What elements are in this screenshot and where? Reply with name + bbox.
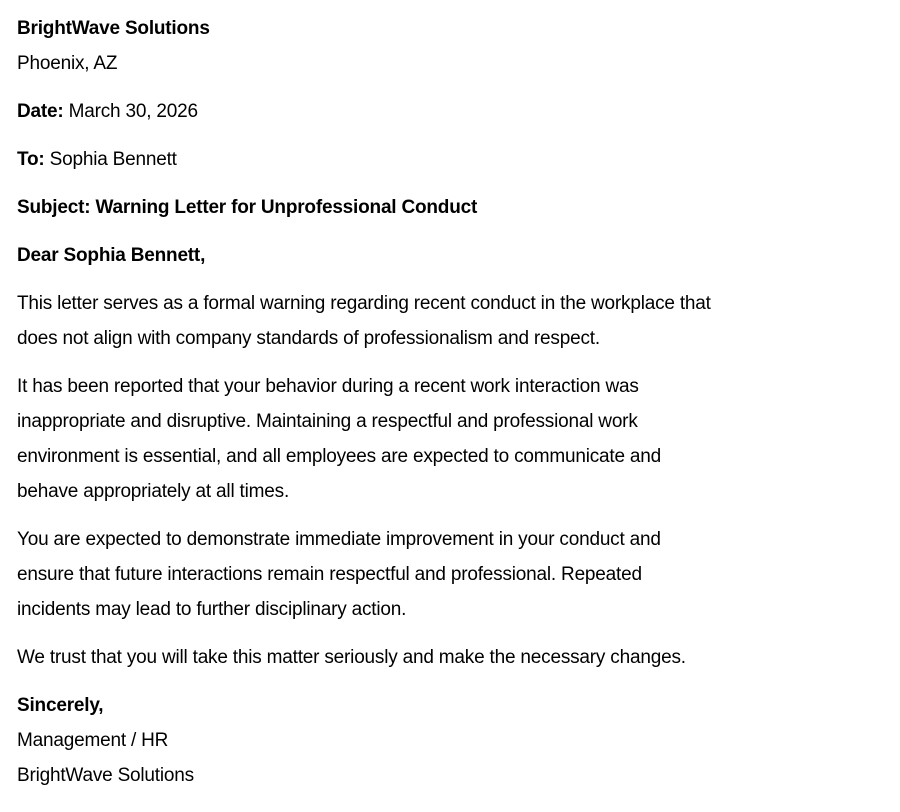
paragraph-line: behave appropriately at all times. [17, 481, 290, 502]
body-paragraph-2 [17, 369, 887, 509]
body-paragraph-1 [17, 286, 887, 356]
subject-label: Subject: [17, 197, 91, 218]
paragraph-line: This letter serves as a formal warning regarding recent conduct in the workplace that [17, 293, 711, 314]
letterhead-location: Phoenix, AZ [17, 53, 118, 74]
recipient-line [17, 142, 887, 177]
salutation: Dear Sophia Bennett, [17, 245, 206, 266]
subject-line [17, 190, 887, 225]
date-value: March 30, 2026 [68, 101, 198, 122]
paragraph-line: inappropriate and disruptive. Maintaining a respectful and professional work [17, 411, 638, 432]
signer: Management / HR [17, 730, 169, 751]
paragraph-line: It has been reported that your behavior during a recent work interaction was [17, 376, 639, 397]
to-label: To: [17, 149, 45, 170]
letterhead-company: BrightWave Solutions [17, 18, 210, 39]
body-paragraph-3 [17, 522, 887, 627]
paragraph-line: incidents may lead to further disciplinary action. [17, 599, 407, 620]
paragraph-line: We trust that you will take this matter seriously and make the necessary changes. [17, 647, 686, 668]
date-line [17, 94, 887, 129]
warning-letter [17, 11, 887, 793]
paragraph-line: You are expected to demonstrate immediate improvement in your conduct and [17, 529, 661, 550]
to-value: Sophia Bennett [49, 149, 177, 170]
paragraph-line: ensure that future interactions remain respectful and professional. Repeated [17, 564, 642, 585]
signer-company: BrightWave Solutions [17, 765, 194, 786]
paragraph-line: environment is essential, and all employees are expected to communicate and [17, 446, 662, 467]
date-label: Date: [17, 101, 64, 122]
body-paragraph-4 [17, 640, 887, 675]
valediction: Sincerely, [17, 695, 104, 716]
paragraph-line: does not align with company standards of professionalism and respect. [17, 328, 600, 349]
subject-value: Warning Letter for Unprofessional Conduct [95, 197, 478, 218]
